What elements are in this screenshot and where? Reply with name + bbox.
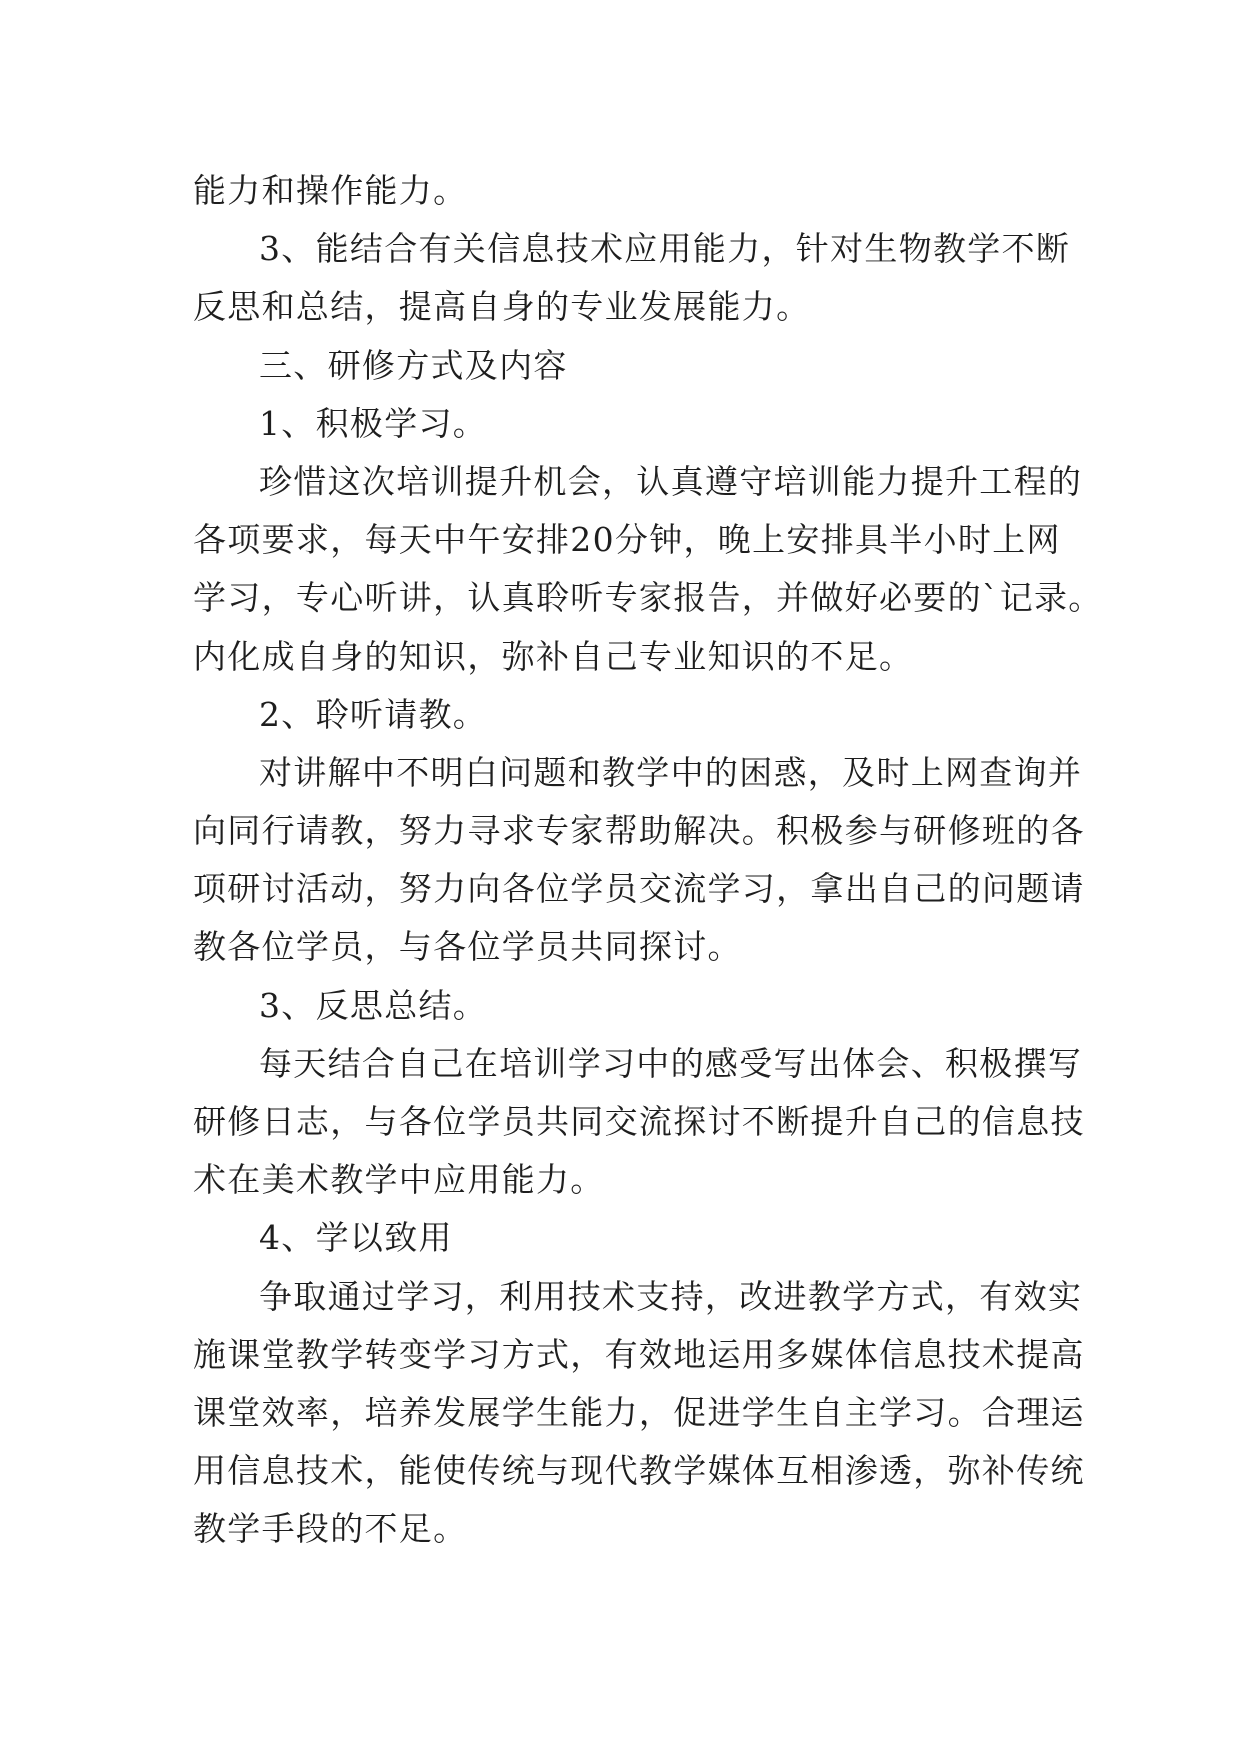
paragraph-line: 每天结合自己在培训学习中的感受写出体会、积极撰写 bbox=[259, 1043, 1083, 1083]
paragraph-line: 争取通过学习，利用技术支持，改进教学方式，有效实 bbox=[259, 1276, 1083, 1316]
paragraph-line: 教各位学员，与各位学员共同探讨。 bbox=[193, 927, 742, 967]
paragraph-line: 向同行请教，努力寻求专家帮助解决。积极参与研修班的各 bbox=[193, 811, 1085, 851]
paragraph-line: 用信息技术，能使传统与现代教学媒体互相渗透，弥补传统 bbox=[193, 1451, 1085, 1491]
subsection-heading: 1、积极学习。 bbox=[259, 403, 488, 443]
paragraph-line: 项研讨活动，努力向各位学员交流学习，拿出自己的问题请 bbox=[193, 869, 1085, 909]
paragraph-line: 各项要求，每天中午安排20分钟，晚上安排具半小时上网 bbox=[193, 520, 1061, 560]
paragraph-line: 反思和总结，提高自身的专业发展能力。 bbox=[193, 287, 811, 327]
paragraph-line: 术在美术教学中应用能力。 bbox=[193, 1160, 605, 1200]
paragraph-line: 教学手段的不足。 bbox=[193, 1509, 468, 1549]
subsection-heading: 4、学以致用 bbox=[259, 1218, 453, 1258]
paragraph-line: 珍惜这次培训提升机会，认真遵守培训能力提升工程的 bbox=[259, 461, 1083, 501]
document-body bbox=[193, 162, 1103, 1559]
paragraph-line: 对讲解中不明白问题和教学中的困惑，及时上网查询并 bbox=[259, 752, 1083, 792]
paragraph-line: 内化成自身的知识，弥补自己专业知识的不足。 bbox=[193, 636, 914, 676]
paragraph-line: 课堂效率，培养发展学生能力，促进学生自主学习。合理运 bbox=[193, 1392, 1085, 1432]
paragraph-line: 学习，专心听讲，认真聆听专家报告，并做好必要的`记录。 bbox=[193, 578, 1103, 618]
paragraph-line: 能力和操作能力。 bbox=[193, 171, 468, 210]
section-heading: 三、研修方式及内容 bbox=[259, 345, 568, 385]
paragraph-line: 研修日志，与各位学员共同交流探讨不断提升自己的信息技 bbox=[193, 1102, 1085, 1141]
paragraph-line: 施课堂教学转变学习方式，有效地运用多媒体信息技术提高 bbox=[193, 1334, 1085, 1374]
subsection-heading: 3、反思总结。 bbox=[259, 985, 488, 1025]
subsection-heading: 2、聆听请教。 bbox=[259, 694, 488, 734]
paragraph-line: 3、能结合有关信息技术应用能力，针对生物教学不断 bbox=[259, 229, 1071, 269]
